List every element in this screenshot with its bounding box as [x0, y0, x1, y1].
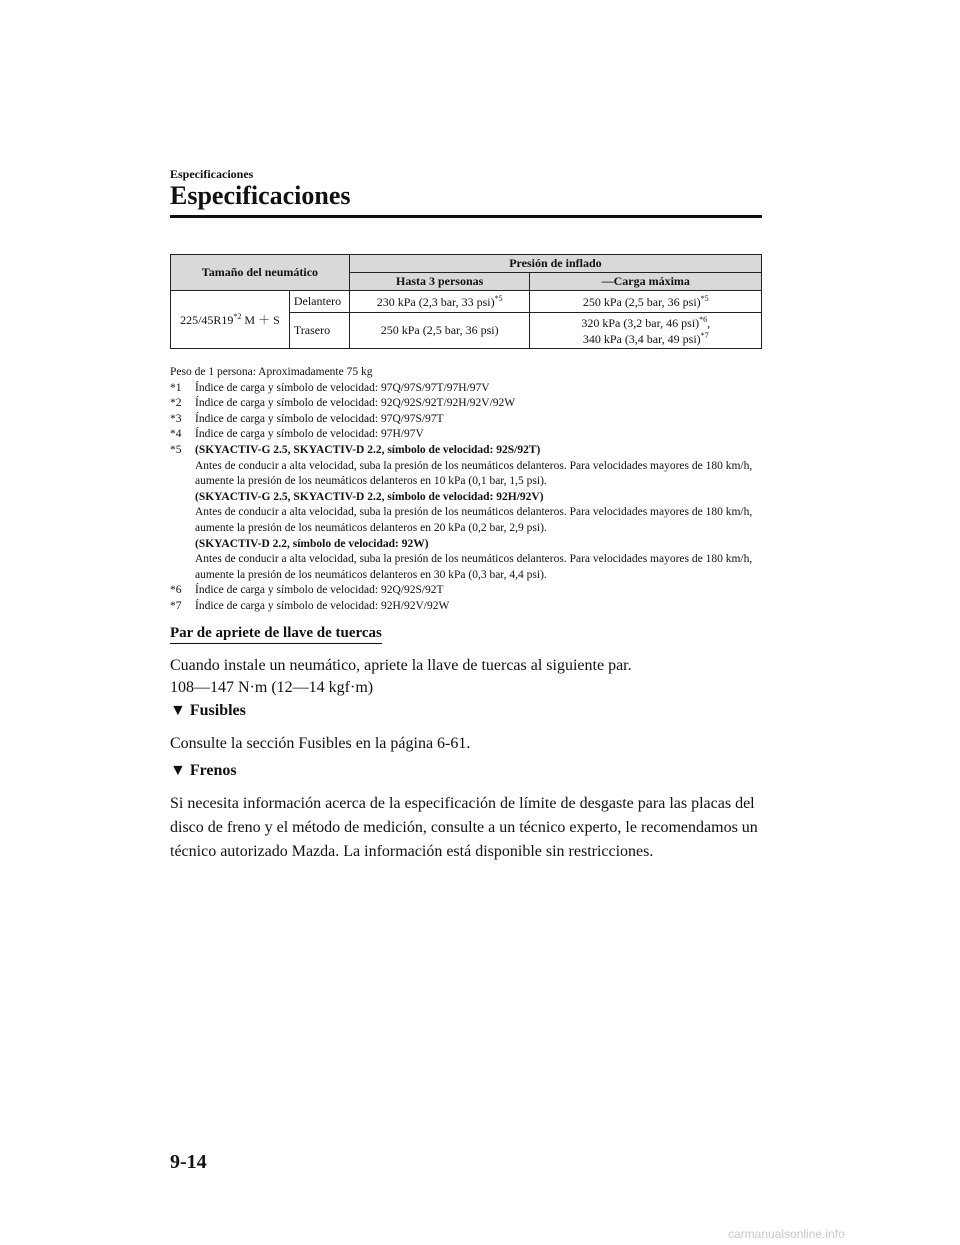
footnote-3: *3 Índice de carga y símbolo de velocidad: 97Q/97S/97T: [170, 412, 444, 425]
footnote-7: *7 Índice de carga y símbolo de velocidad: 92H/92V/92W: [170, 599, 450, 612]
page-title: Especificaciones: [170, 181, 351, 210]
footnote-5-text-3: Antes de conducir a alta velocidad, suba la presión de los neumáticos delanteros. Para velocidades mayores de 180 km/h, aumente la presión de los neumáticos delanteros en 30 kPa (0,3 bar, 4,4 psi).: [195, 553, 753, 581]
footnote-2: *2 Índice de carga y símbolo de velocidad: 92Q/92S/92T/92H/92V/92W: [170, 397, 516, 410]
cell-tire-size: 225/45R19$^{*2}$ M ＋ S: [171, 291, 290, 349]
page-number: 9-14: [170, 1151, 207, 1173]
fuses-text: Consulte la sección Fusibles en la página 6-61.: [170, 735, 471, 752]
watermark: carmanualsonline.info: [728, 1227, 845, 1241]
weight-note: Peso de 1 persona: Aproximadamente 75 kg: [170, 366, 373, 378]
header-max-load: ―Carga máxima: [530, 273, 762, 291]
triangle-down-icon: ▼: [170, 702, 186, 719]
triangle-down-icon: ▼: [170, 762, 186, 779]
header-inflation-pressure: Presión de inflado: [349, 255, 761, 273]
breadcrumb: Especificaciones: [170, 167, 254, 181]
torque-text: Cuando instale un neumático, apriete la llave de tuercas al siguiente par. 108―147 N·m (12―14 kgf·m): [170, 657, 632, 696]
title-divider: [170, 215, 762, 218]
header-up-to-3-persons: Hasta 3 personas: [349, 273, 530, 291]
footnote-5-heading-3: (SKYACTIV-D 2.2, símbolo de velocidad: 92W): [195, 537, 429, 550]
brakes-heading: ▼ Frenos: [170, 762, 237, 779]
footnote-5-heading-1: (SKYACTIV-G 2.5, SKYACTIV-D 2.2, símbolo de velocidad: 92S/92T): [195, 443, 541, 456]
tire-pressure-table: [170, 254, 762, 349]
cell-position-front: Delantero: [289, 291, 349, 313]
cell-rear-max: 320 kPa (3,2 bar, 46 psi)$^{*6}$, 340 kPa (3,4 bar, 49 psi)$^{*7}$: [530, 313, 762, 349]
footnotes: [170, 365, 770, 615]
footnote-6: *6 Índice de carga y símbolo de velocidad: 92Q/92S/92T: [170, 584, 444, 597]
footnote-5-text-1: Antes de conducir a alta velocidad, suba la presión de los neumáticos delanteros. Para velocidades mayores de 180 km/h, aumente la presión de los neumáticos delanteros en 10 kPa (0,1 bar, 1,5 psi).: [195, 459, 753, 488]
brakes-text: Si necesita información acerca de la especificación de límite de desgaste para las placas del disco de freno y el método de medición, consulte a un técnico experto, le recomendamos un técnico autorizado Mazda. La información está disponible sin restricciones.: [170, 795, 758, 860]
footnote-4: *4 Índice de carga y símbolo de velocidad: 97H/97V: [170, 428, 424, 441]
header-tire-size: Tamaño del neumático: [171, 255, 350, 291]
cell-front-light: 230 kPa (2,3 bar, 33 psi)$^{*5}$: [349, 291, 530, 313]
cell-position-rear: Trasero: [289, 313, 349, 349]
footnote-5: *5 (SKYACTIV-G 2.5, SKYACTIV-D 2.2, símbolo de velocidad: 92S/92T) Antes de conducir a alta velocidad, suba la presión de los neumáticos delanteros. Para velocidades mayores de 180 km/h, aumente la presión de los neumáticos delanteros en 10 kPa (0,1 bar, 1,5 psi). (SKYACTIV-G 2.5, SKYACTIV-D 2.2, símbolo de velocidad: 92H/92V) Antes de conducir a alta velocidad, suba la presión de los neumáticos delanteros. Para velocidades mayores de 180 km/h, aumente la presión de los neumáticos delanteros en 20 kPa (0,2 bar, 2,9 psi). (SKYACTIV-D 2.2, símbolo de velocidad: 92W) Antes de conducir a alta velocidad, suba la presión de los neumáticos delanteros. Para velocidades mayores de 180 km/h, aumente la presión de los neumáticos delanteros en 30 kPa (0,3 bar, 4,4 psi).: [170, 443, 753, 581]
footnote-1: *1 Índice de carga y símbolo de velocidad: 97Q/97S/97T/97H/97V: [170, 381, 490, 394]
footnote-5-heading-2: (SKYACTIV-G 2.5, SKYACTIV-D 2.2, símbolo de velocidad: 92H/92V): [195, 490, 544, 503]
cell-front-max: 250 kPa (2,5 bar, 36 psi)$^{*5}$: [530, 291, 762, 313]
torque-heading: Par de apriete de llave de tuercas: [170, 625, 382, 644]
fuses-heading: ▼ Fusibles: [170, 702, 246, 719]
cell-rear-light: 250 kPa (2,5 bar, 36 psi): [349, 313, 530, 349]
footnote-5-text-2: Antes de conducir a alta velocidad, suba la presión de los neumáticos delanteros. Para velocidades mayores de 180 km/h, aumente la presión de los neumáticos delanteros en 20 kPa (0,2 bar, 2,9 psi).: [195, 506, 753, 534]
